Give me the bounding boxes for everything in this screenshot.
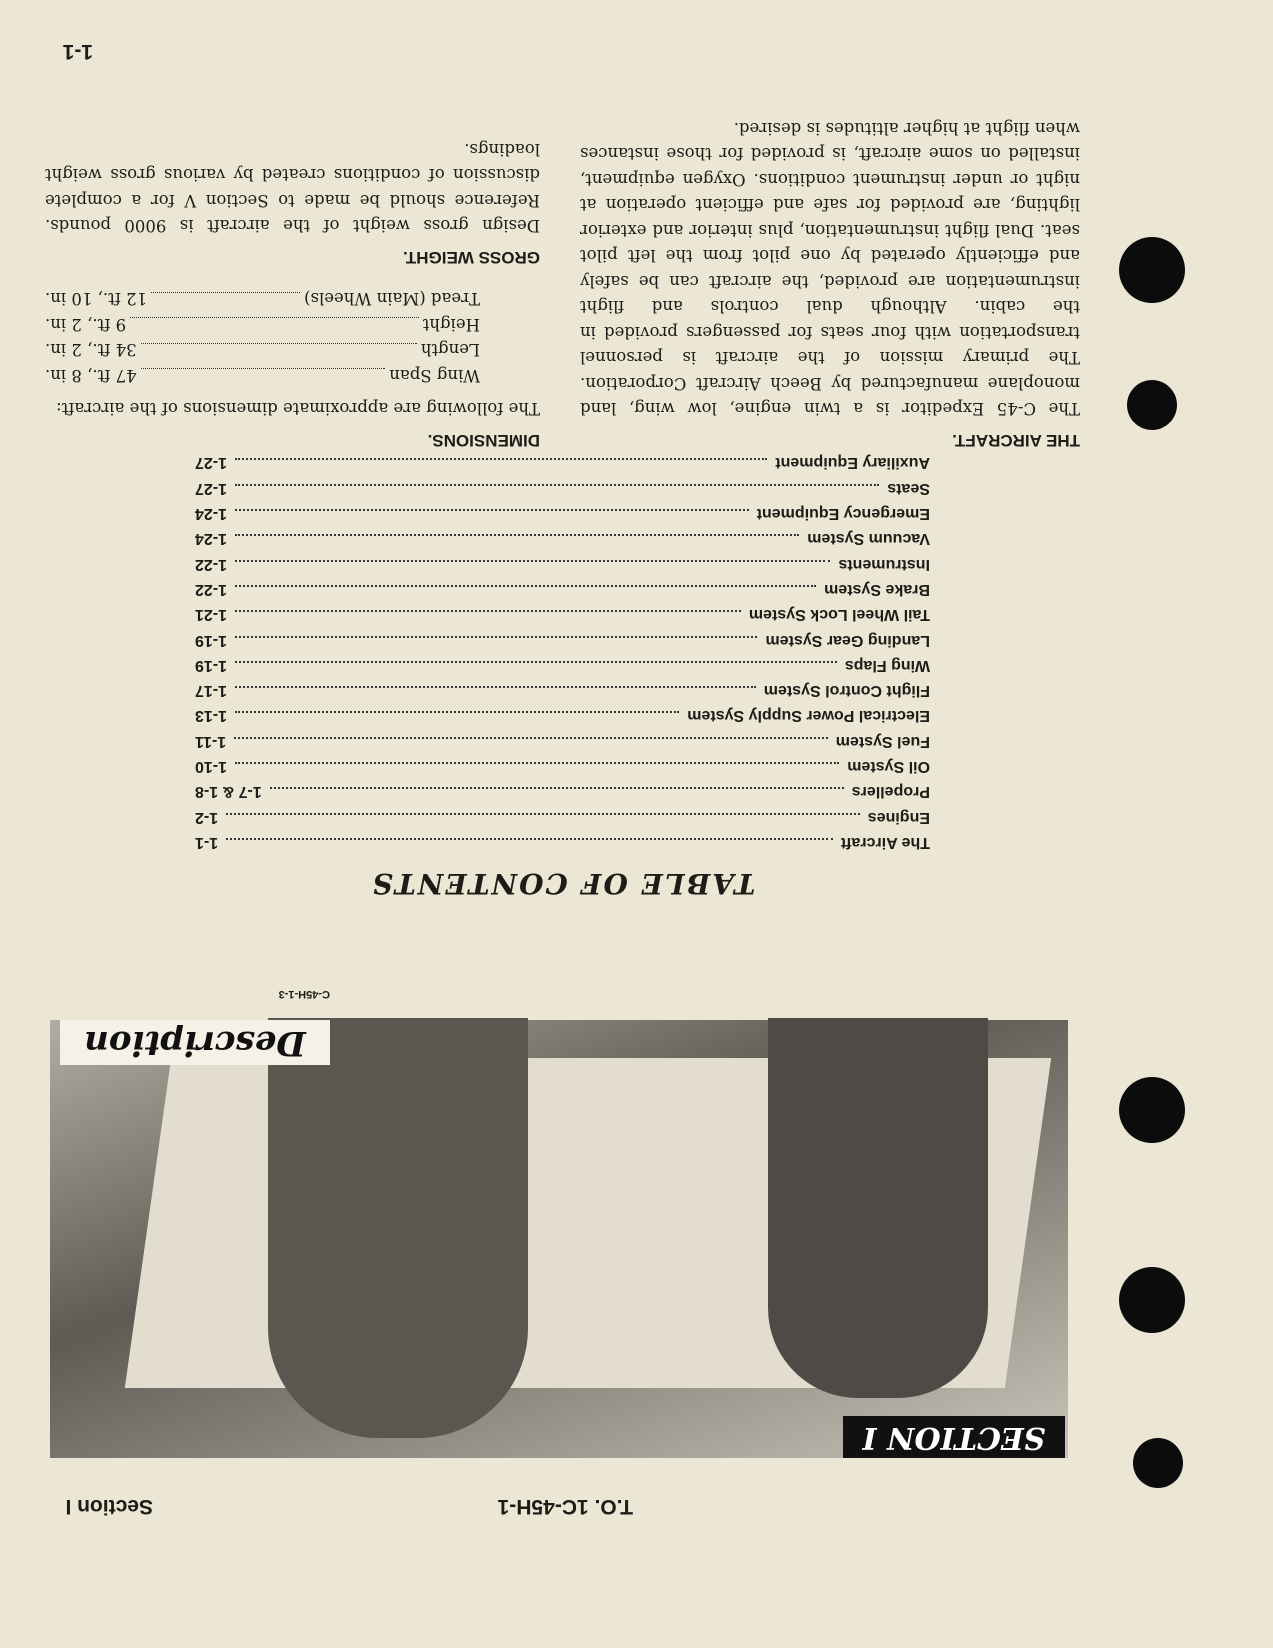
toc-entry[interactable] [195, 479, 930, 504]
toc-entry[interactable] [195, 757, 930, 782]
dimension-value: 34 ft., 2 in. [45, 340, 137, 360]
toc-entry[interactable] [195, 454, 930, 479]
toc-entry-page: 1-1 [195, 834, 219, 851]
dot-leader [141, 369, 386, 370]
toc-entry-label: Engines [867, 808, 930, 826]
dot-leader [235, 686, 756, 688]
dot-leader [235, 610, 741, 612]
toc-entry-page: 1-27 [195, 454, 228, 472]
toc-entry-label: Wing Flaps [844, 656, 930, 674]
toc-entry-label: Propellers [851, 783, 930, 801]
section-title: Description [60, 1020, 330, 1065]
toc-entry[interactable] [195, 732, 930, 757]
gross-weight-heading: GROSS WEIGHT. [403, 248, 540, 267]
dot-leader [235, 712, 679, 714]
illustration-two-men-reading [50, 1020, 1068, 1458]
toc-entry[interactable] [195, 631, 930, 656]
toc-entry-label: Brake System [824, 581, 930, 598]
binder-hole [1119, 237, 1185, 303]
dot-leader [235, 534, 799, 536]
toc-entry[interactable] [195, 681, 930, 706]
aircraft-section [580, 116, 1080, 454]
binder-hole [1119, 1077, 1185, 1143]
dot-leader [151, 292, 300, 293]
dimension-value: 9 ft., 2 in. [45, 315, 127, 334]
toc-entry[interactable] [195, 656, 930, 681]
toc-entry-page: 1-19 [195, 631, 228, 649]
dimension-value: 47 ft., 8 in. [45, 366, 137, 385]
toc-entry-page: 1-2 [195, 808, 219, 826]
toc-title: TABLE OF CONTENTS [370, 867, 756, 900]
section-label: SECTION I [843, 1416, 1065, 1458]
toc-entry-page: 1-22 [195, 555, 228, 573]
page-number: 1-1 [62, 40, 93, 63]
toc-entry-page: 1-17 [195, 682, 228, 700]
dot-leader [234, 737, 828, 739]
toc-entry-label: Flight Control System [763, 682, 930, 700]
dot-leader [235, 484, 879, 486]
toc-entry-label: Fuel System [835, 732, 930, 750]
toc-entry-label: Instruments [838, 555, 930, 573]
section-header: Section I [65, 1495, 153, 1518]
dimension-value: 12 ft., 10 in. [45, 289, 148, 309]
aircraft-body: The C-45 Expeditor is a twin engine, low wing, land monoplane manufactured by Beech Aircraft Corporation. The primary mission of the aircraft is personnel transportation with four seats for passengers provided in the cabin. Although dual controls and flight instrumentation are provided, the aircraft can be safely and efficiently operated by one pilot from the left pilot seat. Dual flight instrumentation, plus interior and exterior lighting, are provided for safe and efficient operation at night or under instrument conditions. Oxygen equipment, installed on some aircraft, is provided for those instances when flight at higher altitudes is desired. [580, 119, 1080, 419]
dimensions-intro: The following are approximate dimensions of the aircraft: [56, 399, 540, 419]
toc-entry-page: 1-13 [195, 707, 228, 725]
binder-hole [1133, 1438, 1183, 1488]
toc-entry-page: 1-22 [195, 581, 228, 598]
dot-leader [141, 343, 417, 344]
toc-entry[interactable] [195, 707, 930, 732]
toc-entry-label: Auxiliary Equipment [775, 454, 930, 472]
toc-entry-label: Landing Gear System [765, 631, 930, 649]
dimension-label: Tread (Main Wheels) [304, 289, 480, 309]
toc-entry-label: Seats [887, 479, 930, 497]
dot-leader [235, 509, 749, 511]
toc-entry-page: 1-24 [195, 505, 228, 523]
dimension-item [45, 312, 480, 338]
toc-entry-page: 1-27 [195, 479, 228, 497]
toc-entry[interactable] [195, 605, 930, 630]
dimension-label: Length [420, 340, 480, 360]
dot-leader [226, 838, 833, 840]
dot-leader [270, 787, 844, 789]
toc-entry-page: 1-19 [195, 656, 228, 674]
toc-entry-page: 1-21 [195, 606, 228, 624]
binder-hole [1119, 1267, 1185, 1333]
toc-entry-label: Tail Wheel Lock System [748, 606, 930, 624]
toc-entry-label: Oil System [847, 758, 930, 776]
dimensions-section [45, 137, 540, 454]
toc-entry[interactable] [195, 782, 930, 807]
dimension-item [45, 286, 480, 312]
figure-id: C-45H-1-3 [278, 988, 330, 1000]
toc-entry-page: 1-10 [195, 758, 228, 776]
toc-entry-label: Electrical Power Supply System [687, 707, 930, 725]
dot-leader [235, 459, 767, 461]
dimension-label: Wing Span [389, 366, 480, 385]
toc-entry-label: Emergency Equipment [756, 505, 930, 523]
toc-entry[interactable] [195, 555, 930, 580]
toc-entry-page: 1-24 [195, 530, 228, 548]
toc-entry-label: Vacuum System [807, 530, 930, 548]
binder-hole [1127, 380, 1177, 430]
dot-leader [235, 762, 839, 764]
dot-leader [235, 585, 816, 587]
toc-entry[interactable] [195, 580, 930, 605]
dimension-label: Height [422, 315, 480, 334]
toc-entry-label: The Aircraft [840, 834, 930, 851]
toc-entry-page: 1-11 [195, 732, 227, 750]
dimension-item [45, 337, 480, 363]
aircraft-heading: THE AIRCRAFT. [952, 431, 1080, 450]
toc-entry[interactable] [195, 504, 930, 529]
dot-leader [226, 813, 860, 815]
toc-entry[interactable] [195, 833, 930, 858]
dot-leader [235, 636, 757, 638]
doc-number: T.O. 1C-45H-1 [497, 1495, 633, 1518]
dimension-item [45, 363, 480, 389]
dot-leader [235, 560, 830, 562]
dimensions-heading: DIMENSIONS. [427, 431, 540, 450]
dimensions-list [45, 286, 540, 388]
toc-entry[interactable] [195, 808, 930, 833]
toc-entry[interactable] [195, 529, 930, 554]
toc-entry-page: 1-7 & 1-8 [195, 783, 262, 801]
dot-leader [235, 661, 837, 663]
dot-leader [130, 318, 419, 319]
gross-weight-body: Design gross weight of the aircraft is 9000 pounds. Reference should be made to Section V for a complete discussion of conditions created by various gross weight loadings. [45, 140, 540, 236]
